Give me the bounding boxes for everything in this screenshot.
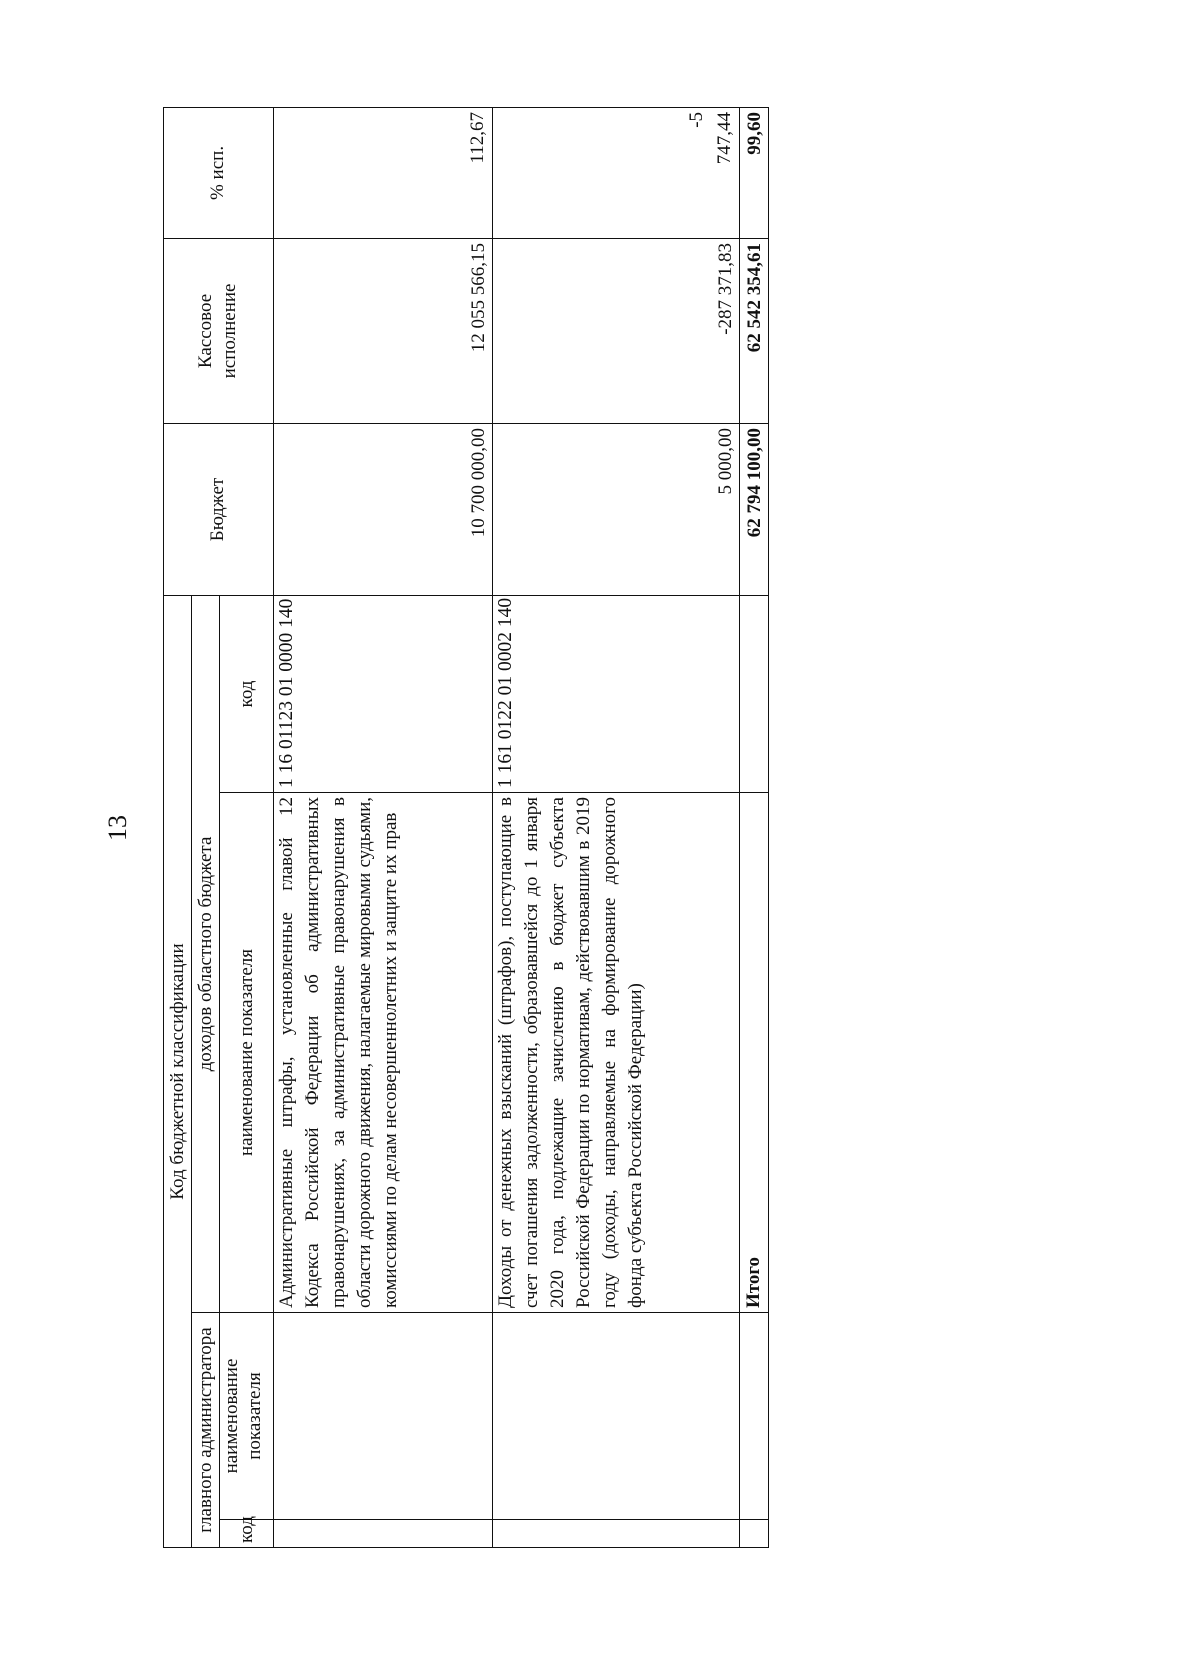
row-2-percent-line-1: -5	[685, 111, 707, 128]
row-2-admin-name	[493, 1313, 740, 1520]
row-2-code: 1 161 0122 01 0002 140	[493, 595, 740, 792]
row-2-budget: 5 000,00	[493, 423, 740, 595]
header-indicator-name: наименование показателя	[220, 793, 273, 1313]
table-total-row	[739, 107, 768, 1547]
header-admin-code: код	[220, 1520, 273, 1548]
total-label: Итого	[739, 793, 768, 1313]
row-2-cash-execution: -287 371,83	[493, 238, 740, 423]
header-budget-classification: Код бюджетной классификации	[164, 595, 192, 1547]
total-percent: 99,60	[739, 107, 768, 238]
row-1-percent-line-2: 112,67	[467, 111, 489, 164]
header-percent-executed: % исп.	[164, 107, 274, 238]
row-2-admin-code	[493, 1520, 740, 1548]
row-2-percent	[493, 107, 740, 238]
total-cash-execution: 62 542 354,61	[739, 238, 768, 423]
row-2-percent-line-2: 747,44	[713, 111, 735, 165]
header-regional-budget-income: доходов областного бюджета	[192, 595, 220, 1312]
page-number: 13	[103, 815, 132, 841]
header-cash-execution	[164, 238, 274, 423]
rotated-table-wrapper	[163, 108, 769, 1548]
row-1-code: 1 16 01123 01 0000 140	[273, 595, 492, 792]
header-cash-line-1: Кассовое	[195, 293, 217, 369]
header-admin-indicator-name	[220, 1313, 273, 1520]
total-empty-cell	[739, 1520, 768, 1548]
table-row	[273, 107, 492, 1547]
header-cash-line-2: исполнение	[219, 283, 241, 379]
header-code: код	[220, 595, 273, 792]
total-empty-cell	[739, 595, 768, 792]
budget-execution-table	[163, 107, 769, 1548]
header-admin-name-line-2: показателя	[244, 1372, 266, 1460]
header-chief-administrator: главного администратора	[192, 1313, 220, 1548]
row-1-admin-code	[273, 1520, 492, 1548]
row-1-budget: 10 700 000,00	[273, 423, 492, 595]
row-2-indicator-name: Доходы от денежных взысканий (штрафов), поступающие в счет погашения задолженности, образовавшейся до 1 января 2020 года, подлежащие зачислению в бюджет субъекта Российской Федерации по нормативам, действовавшим в 2019 году (доходы, направляемые на формирование дорожного фонда субъекта Российской Федерации)	[493, 793, 740, 1313]
row-1-admin-name	[273, 1313, 492, 1520]
row-1-percent	[273, 107, 492, 238]
total-empty-cell	[739, 1313, 768, 1520]
row-1-cash-execution: 12 055 566,15	[273, 238, 492, 423]
header-budget: Бюджет	[164, 423, 274, 595]
row-1-indicator-name: Административные штрафы, установленные главой 12 Кодекса Российской Федерации об административных правонарушениях, за административные правонарушения в области дорожного движения, налагаемые мировыми судьями, комиссиями по делам несовершеннолетних и защите их прав	[273, 793, 492, 1313]
total-budget: 62 794 100,00	[739, 423, 768, 595]
table-row	[493, 107, 740, 1547]
header-admin-name-line-1: наименование	[221, 1358, 243, 1474]
